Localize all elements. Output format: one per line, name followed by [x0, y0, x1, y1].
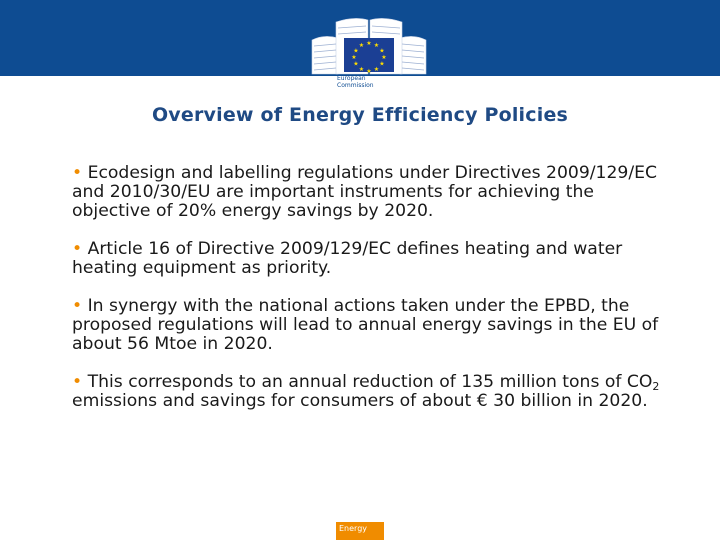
bullet-item	[72, 164, 672, 221]
footer-label: Energy	[339, 524, 368, 533]
svg-text:★: ★	[381, 54, 387, 61]
svg-text:★: ★	[379, 60, 385, 68]
commission-building-icon	[310, 12, 428, 76]
bullet-dot: •	[72, 296, 83, 316]
svg-text:★: ★	[358, 66, 365, 73]
svg-text:★: ★	[366, 68, 372, 75]
bullet-dot: •	[72, 372, 83, 392]
svg-text:★: ★	[353, 60, 359, 68]
svg-text:★: ★	[379, 47, 385, 55]
logo-line: Commission	[337, 82, 374, 89]
slide-title: Overview of Energy Efficiency Policies	[151, 104, 569, 126]
bullet-dot: •	[72, 239, 83, 259]
bullet-text: In synergy with the national actions taken under the EPBD, the proposed regulations will lead to annual energy savings in the EU of about 56 Mtoe in 2020.	[72, 296, 659, 354]
logo-wordmark	[337, 75, 397, 89]
bullet-text: Article 16 of Directive 2009/129/EC defines heating and water heating equipment as priority.	[72, 239, 623, 278]
svg-text:★: ★	[351, 54, 357, 61]
bullet-text-after: emissions and savings for consumers of about € 30 billion in 2020.	[72, 391, 648, 411]
bullet-list	[72, 164, 672, 430]
bullet-text: Ecodesign and labelling regulations under Directives 2009/129/EC and 2010/30/EU are important instruments for achieving the objective of 20% energy savings by 2020.	[72, 163, 658, 221]
svg-text:★: ★	[358, 42, 365, 49]
bullet-text-before: This corresponds to an annual reduction of 135 million tons of CO	[87, 372, 653, 392]
svg-text:★: ★	[366, 40, 372, 47]
bullet-item	[72, 373, 672, 411]
svg-text:★: ★	[373, 66, 380, 73]
svg-text:★: ★	[353, 47, 359, 55]
bullet-item	[72, 297, 672, 354]
co2-subscript: 2	[652, 380, 660, 393]
bullet-item	[72, 240, 672, 278]
bullet-dot: •	[72, 163, 83, 183]
logo-line: European	[337, 75, 366, 82]
svg-text:★: ★	[373, 42, 380, 49]
